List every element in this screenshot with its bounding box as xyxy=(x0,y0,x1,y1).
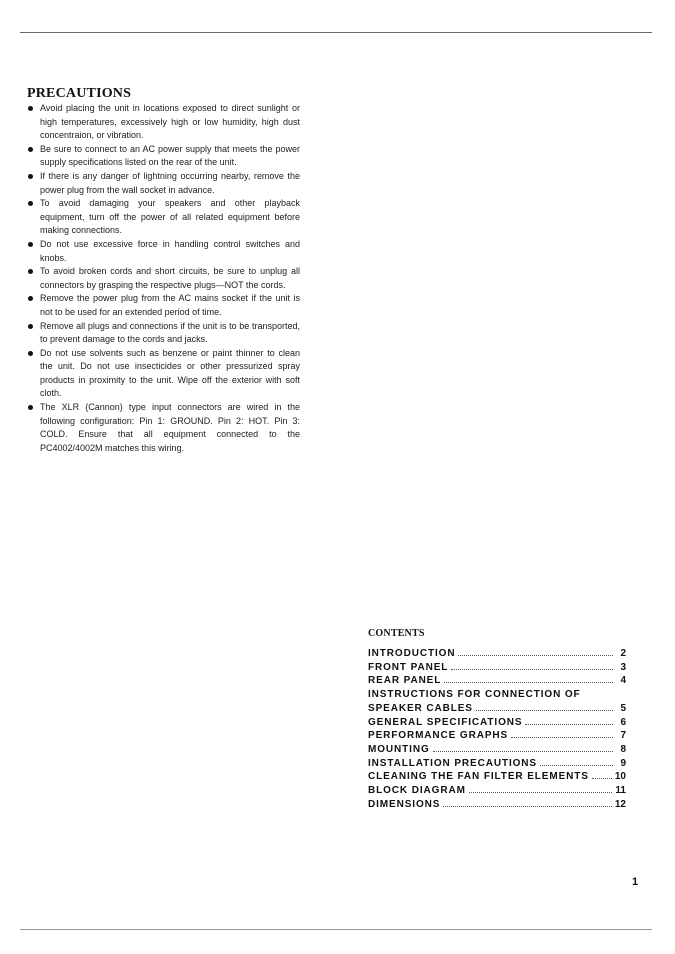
precaution-text: To avoid damaging your speakers and other playback equipment, turn off the power of all related equipment before making connections. xyxy=(40,198,300,236)
toc-page-number: 12 xyxy=(614,798,626,810)
toc-leader-dots xyxy=(443,798,612,807)
precaution-text: Remove all plugs and connections if the unit is to be transported, to prevent damage to the cords and jacks. xyxy=(40,320,300,345)
toc-entry xyxy=(368,729,626,743)
toc-entry xyxy=(368,784,626,798)
precaution-text: Remove the power plug from the AC mains socket if the unit is not to be used for an extended period of time. xyxy=(40,293,300,317)
precaution-item xyxy=(27,292,300,319)
bullet-icon xyxy=(28,405,33,410)
bullet-icon xyxy=(28,242,33,247)
toc-entry-title: SPEAKER CABLES xyxy=(368,702,473,714)
toc-entry xyxy=(368,716,626,730)
bullet-icon xyxy=(28,324,33,329)
bullet-icon xyxy=(28,296,33,301)
contents-heading: CONTENTS xyxy=(368,628,425,639)
toc-entry-title: PERFORMANCE GRAPHS xyxy=(368,730,509,742)
toc-entry xyxy=(368,798,626,812)
bullet-icon xyxy=(28,351,33,356)
precaution-text: Do not use solvents such as benzene or paint thinner to clean the unit. Do not use insecticides or other pressurized spray products in proximity to the unit. Wipe off the exterior with soft cloth. xyxy=(40,347,300,399)
precaution-item xyxy=(27,265,300,292)
precaution-item xyxy=(27,401,300,455)
bullet-icon xyxy=(28,106,33,111)
toc-entry-title: CLEANING THE FAN FILTER ELEMENTS xyxy=(368,771,589,783)
toc-entry xyxy=(368,647,626,661)
precaution-item xyxy=(27,238,300,265)
bottom-rule xyxy=(20,929,652,930)
toc-leader-dots xyxy=(458,647,613,656)
bullet-icon xyxy=(28,269,33,274)
precaution-text: Avoid placing the unit in locations exposed to direct sunlight or high temperatures, excessively high or low humidity, high dust concentraion, or vibration. xyxy=(40,103,300,141)
precaution-item xyxy=(27,320,300,347)
bullet-icon xyxy=(28,147,33,152)
precaution-item xyxy=(27,102,300,143)
precaution-item xyxy=(27,143,300,170)
toc-entry-title: GENERAL SPECIFICATIONS xyxy=(368,716,523,728)
toc-entry-title: INTRODUCTION xyxy=(368,648,456,659)
top-rule xyxy=(20,32,652,33)
precaution-item xyxy=(27,197,300,238)
toc-entry xyxy=(368,688,626,702)
toc-page-number: 5 xyxy=(620,702,626,714)
precaution-item xyxy=(27,347,300,401)
toc-page-number: 9 xyxy=(620,757,626,769)
toc-leader-dots xyxy=(525,716,613,725)
toc-entry-title: FRONT PANEL xyxy=(368,661,449,673)
bullet-icon xyxy=(28,174,33,179)
toc-leader-dots xyxy=(511,729,613,738)
toc-entry xyxy=(368,757,626,771)
toc-page-number: 7 xyxy=(620,730,626,742)
toc-entry-title: INSTALLATION PRECAUTIONS xyxy=(368,757,538,769)
toc-leader-dots xyxy=(540,757,613,766)
toc-entry-title: BLOCK DIAGRAM xyxy=(368,785,466,797)
bullet-icon xyxy=(28,201,33,206)
toc-leader-dots xyxy=(476,702,613,711)
toc-entry-title: REAR PANEL xyxy=(368,675,442,687)
toc-leader-dots xyxy=(444,674,613,683)
toc-leader-dots xyxy=(451,661,613,670)
precaution-item xyxy=(27,170,300,197)
toc-entry xyxy=(368,661,626,675)
precaution-text: If there is any danger of lightning occurring nearby, remove the power plug from the wall socket in advance. xyxy=(40,170,300,195)
toc-page-number: 3 xyxy=(620,661,626,673)
toc-entry xyxy=(368,743,626,757)
page-number: 1 xyxy=(632,876,639,888)
toc-entry xyxy=(368,770,626,784)
toc-page-number: 4 xyxy=(620,675,626,687)
toc-page-number: 10 xyxy=(614,771,626,783)
toc-entry-title: DIMENSIONS xyxy=(368,798,441,810)
toc-leader-dots xyxy=(592,770,612,779)
toc-page-number: 2 xyxy=(620,648,626,659)
toc-page-number: 8 xyxy=(620,743,626,755)
toc-page-number: 11 xyxy=(615,785,626,797)
precaution-text: The XLR (Cannon) type input connectors are wired in the following configuration: Pin 1: GROUND. Pin 2: HOT. Pin 3: COLD. Ensure that all equipment connected to the PC4002/4002M matches this wiring. xyxy=(40,402,300,453)
toc-leader-dots xyxy=(433,743,613,752)
toc-entry xyxy=(368,674,626,688)
toc-entry-title: INSTRUCTIONS FOR CONNECTION OF xyxy=(368,689,581,701)
precautions-heading: PRECAUTIONS xyxy=(27,86,132,101)
precaution-text: Do not use excessive force in handling control switches and knobs. xyxy=(40,238,300,263)
toc-page-number: 6 xyxy=(620,716,626,728)
precautions-list xyxy=(27,102,300,455)
toc-entry xyxy=(368,702,626,716)
precaution-text: To avoid broken cords and short circuits, be sure to unplug all connectors by grasping the respective plugs—NOT the cords. xyxy=(40,266,300,290)
toc-leader-dots xyxy=(469,784,613,793)
table-of-contents xyxy=(368,647,626,811)
toc-entry-title: MOUNTING xyxy=(368,743,430,755)
precaution-text: Be sure to connect to an AC power supply that meets the power supply specifications listed on the rear of the unit. xyxy=(40,143,300,168)
